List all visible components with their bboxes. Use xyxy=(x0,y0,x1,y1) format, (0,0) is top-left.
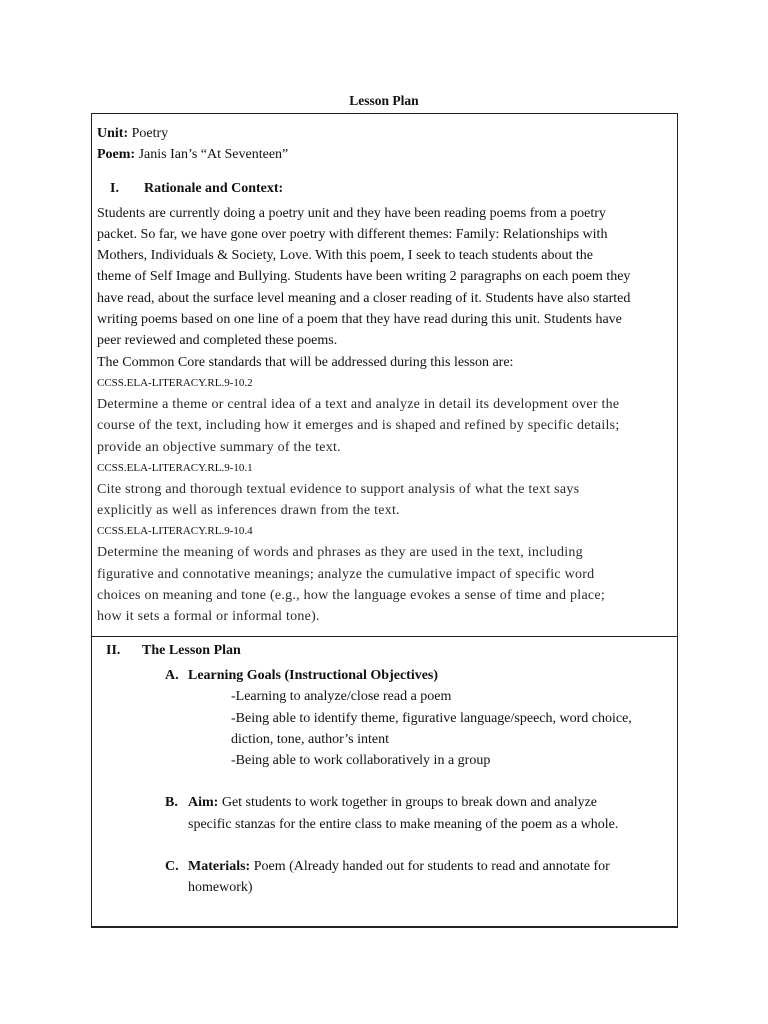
materials-text-line: Poem (Already handed out for students to read and annotate for xyxy=(253,859,610,875)
standard-text-line: Determine a theme or central idea of a text and analyze in detail its development over the xyxy=(97,396,620,412)
standard-text-line: Cite strong and thorough textual evidence to support analysis of what the text says xyxy=(97,481,580,497)
standard-block xyxy=(97,373,671,458)
standard-text-line: course of the text, including how it emerges and is shaped and refined by specific details; xyxy=(97,418,620,434)
poem-label: Poem: xyxy=(97,147,136,163)
item-b-letter: B. xyxy=(165,795,178,811)
section-2-heading xyxy=(92,643,677,665)
goal-line: -Learning to analyze/close read a poem xyxy=(231,689,452,705)
page-title: Lesson Plan xyxy=(349,93,419,108)
unit-line xyxy=(97,123,671,144)
standard-text-line: explicitly as well as inferences drawn from the text. xyxy=(97,503,400,519)
materials-item xyxy=(92,856,677,899)
unit-label: Unit: xyxy=(97,126,129,141)
section-2-title: The Lesson Plan xyxy=(142,643,241,658)
standard-text-line: provide an objective summary of the text. xyxy=(97,439,341,455)
unit-value: Poetry xyxy=(131,126,169,141)
learning-goals-heading xyxy=(92,665,677,686)
standards-intro: The Common Core standards that will be addressed during this lesson are: xyxy=(97,354,514,370)
section-1-title: Rationale and Context: xyxy=(144,180,284,196)
item-a-letter: A. xyxy=(165,668,179,683)
aim-text-line: specific stanzas for the entire class to make meaning of the poem as a whole. xyxy=(188,816,619,832)
paragraph-line: writing poems based on one line of a poem that they have read during this unit. Students have xyxy=(97,312,622,328)
goal-line: diction, tone, author’s intent xyxy=(231,731,389,747)
materials-text-line: homework) xyxy=(188,880,253,896)
goal-line: -Being able to work collaboratively in a group xyxy=(231,753,491,769)
aim-label: Aim: xyxy=(188,795,219,811)
item-c-letter: C. xyxy=(165,859,179,875)
standard-text-line: figurative and connotative meanings; analyze the cumulative impact of specific word xyxy=(97,566,595,582)
standard-block xyxy=(97,521,671,627)
lesson-plan-box xyxy=(91,636,678,928)
learning-goals-list xyxy=(92,686,677,771)
paragraph-line: theme of Self Image and Bullying. Students have been writing 2 paragraphs on each poem they xyxy=(97,269,631,285)
goal-line: -Being able to identify theme, figurative language/speech, word choice, xyxy=(231,710,632,726)
section-2-number: II. xyxy=(106,643,121,658)
materials-label: Materials: xyxy=(188,859,251,875)
paragraph-line: Students are currently doing a poetry unit and they have been reading poems from a poetry xyxy=(97,205,606,221)
paragraph-line: packet. So far, we have gone over poetry with different themes: Family: Relationships with xyxy=(97,226,608,242)
standard-text-line: how it sets a formal or informal tone). xyxy=(97,609,320,625)
standard-text-line: choices on meaning and tone (e.g., how the language evokes a sense of time and place; xyxy=(97,588,605,604)
paragraph-line: Mothers, Individuals & Society, Love. With this poem, I seek to teach students about the xyxy=(97,248,593,264)
paragraph-line: have read, about the surface level meaning and a closer reading of it. Students have also started xyxy=(97,290,631,306)
poem-line xyxy=(97,144,671,165)
standard-code: CCSS.ELA-LITERACY.RL.9-10.2 xyxy=(97,376,253,389)
aim-item xyxy=(92,792,677,835)
poem-value: Janis Ian’s “At Seventeen” xyxy=(138,147,289,163)
aim-text-line: Get students to work together in groups to break down and analyze xyxy=(221,795,598,811)
paragraph-line: peer reviewed and completed these poems. xyxy=(97,333,338,349)
section-1-heading xyxy=(97,181,671,203)
standard-block xyxy=(97,458,671,522)
standard-code: CCSS.ELA-LITERACY.RL.9-10.1 xyxy=(97,461,253,474)
standard-code: CCSS.ELA-LITERACY.RL.9-10.4 xyxy=(97,525,253,538)
standard-text-line: Determine the meaning of words and phrases as they are used in the text, including xyxy=(97,545,583,561)
learning-goals-title: Learning Goals (Instructional Objectives) xyxy=(188,668,439,683)
rationale-paragraph xyxy=(97,203,671,373)
rationale-box xyxy=(91,113,678,636)
section-1-number: I. xyxy=(110,180,119,196)
